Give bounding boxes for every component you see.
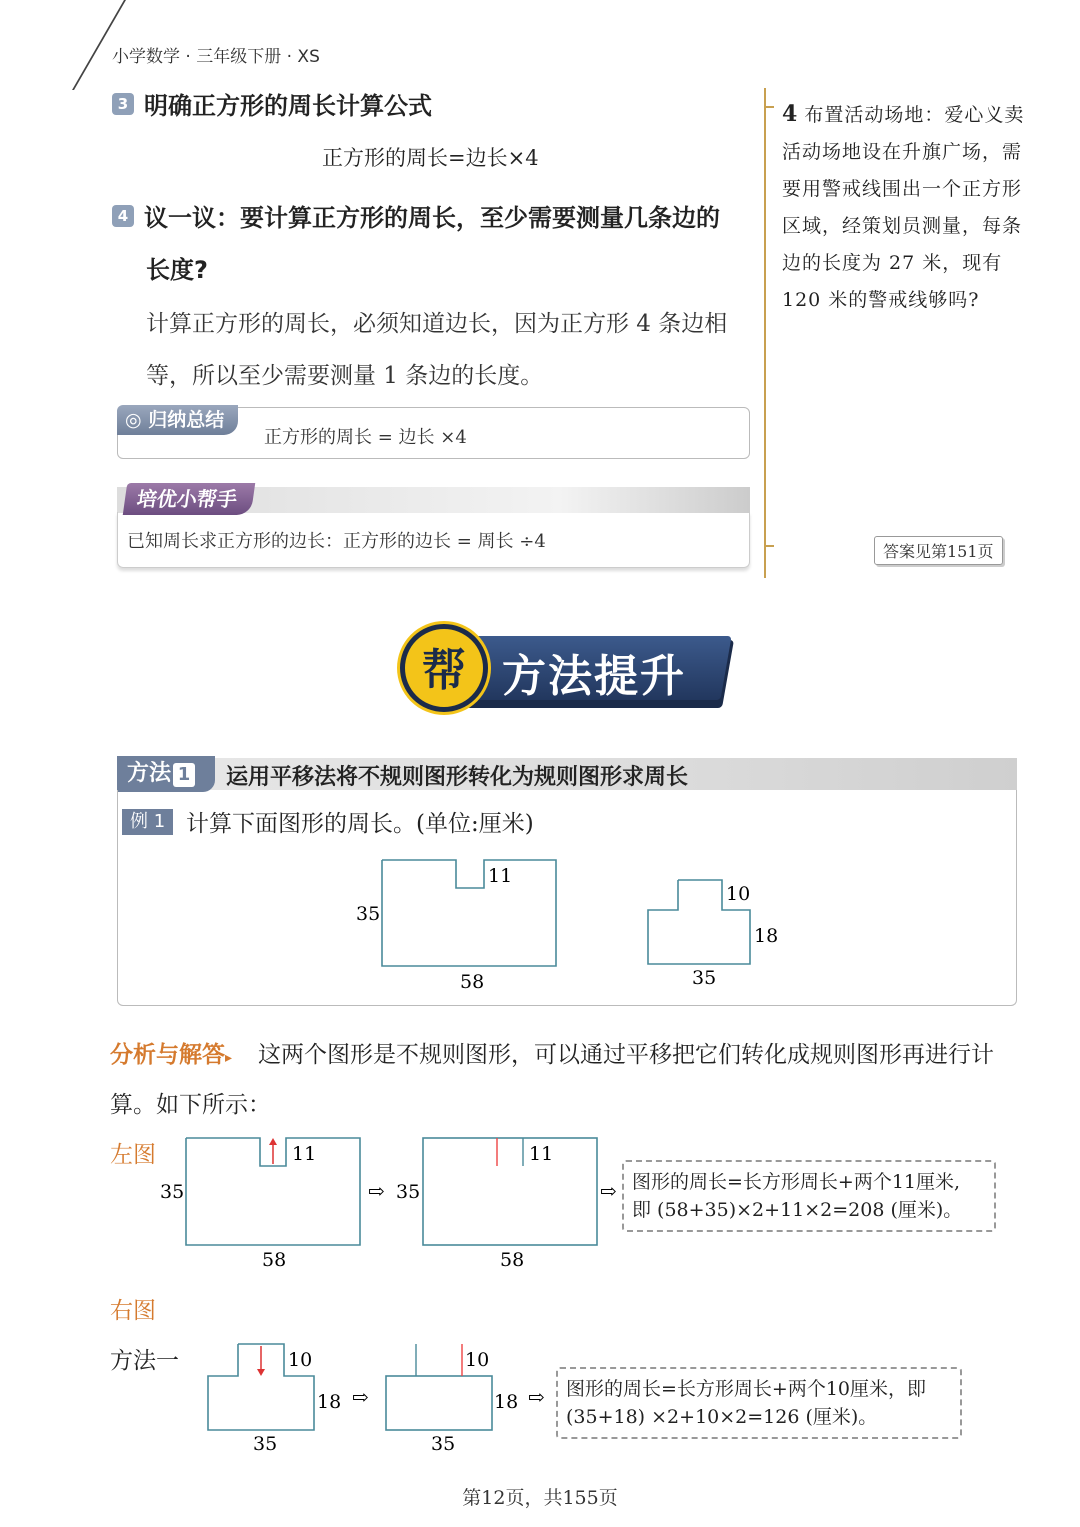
banner-title: 方法提升 — [502, 651, 686, 702]
example-tag: 例 1 — [122, 809, 173, 835]
figure-1-width-label: 58 — [460, 971, 485, 993]
right-result-width: 35 — [431, 1433, 456, 1455]
section-number-badge: 3 — [112, 93, 134, 115]
practice-question-number: 4 — [782, 101, 799, 127]
summary-text: 正方形的周长 = 边长 ×4 — [264, 427, 467, 448]
summary-tag: ◎ 归纳总结 — [117, 405, 238, 435]
arrow-right-icon: ⇨ — [368, 1179, 385, 1203]
arrow-right-icon: ⇨ — [528, 1385, 545, 1409]
right-figure-label: 右图 — [110, 1298, 156, 1324]
left-result-width: 58 — [500, 1249, 525, 1271]
practice-question-text: 布置活动场地：爱心义卖活动场地设在升旗广场，需要用警戒线围出一个正方形区域，经策划员测量，每条边的长度为 27 米，现有 120 米的警戒线够吗? — [782, 104, 1025, 311]
right-original-side: 18 — [317, 1391, 342, 1413]
method-tag-label: 方法 — [127, 761, 172, 786]
translate-arrowhead — [257, 1369, 265, 1376]
example-text: 计算下面图形的周长。(单位:厘米) — [186, 811, 534, 837]
right-result-rect — [386, 1376, 492, 1430]
right-figure-translation — [190, 1340, 560, 1460]
arrow-right-icon: ⇨ — [600, 1179, 617, 1203]
helper-text: 已知周长求正方形的边长：正方形的边长 = 周长 ÷4 — [127, 531, 546, 552]
analysis-label-text: 分析与解答 — [110, 1042, 225, 1068]
figure-1-notch-label: 11 — [488, 865, 513, 887]
answer-reference: 答案见第151页 — [874, 536, 1003, 565]
figure-2-width-label: 35 — [692, 967, 717, 989]
page-corner-decoration — [14, 0, 126, 90]
left-original-height: 35 — [160, 1181, 185, 1203]
left-figure-translation — [150, 1130, 620, 1275]
left-calc-line-1: 图形的周长=长方形周长+两个11厘米, — [632, 1171, 961, 1193]
divider-tick — [764, 106, 774, 108]
figure-2-top-label: 10 — [726, 883, 751, 905]
translate-arrowhead — [269, 1138, 277, 1145]
analysis-label: 分析与解答▸ — [110, 1042, 233, 1068]
figure-2-side-label: 18 — [754, 925, 779, 947]
book-title: 小学数学 · 三年级下册 · XS — [112, 47, 320, 67]
section-3-heading — [112, 86, 432, 121]
right-original-top: 10 — [288, 1349, 313, 1371]
banner-badge-text: 帮 — [422, 645, 466, 696]
practice-question — [782, 96, 1027, 319]
method-one-label: 方法一 — [110, 1348, 179, 1374]
right-calc-line-2: (35+18) ×2+10×2=126 (厘米)。 — [566, 1406, 878, 1428]
right-calc-line-1: 图形的周长=长方形周长+两个10厘米，即 — [566, 1378, 927, 1400]
page-footer: 第12页，共155页 — [462, 1487, 618, 1509]
method-title: 运用平移法将不规则图形转化为规则图形求周长 — [226, 765, 689, 790]
section-4-question-cont: 长度? — [146, 256, 208, 284]
example-figures — [340, 850, 960, 1000]
section-number-badge: 4 — [112, 205, 134, 227]
figure-1-shape — [382, 860, 556, 966]
left-original-width: 58 — [262, 1249, 287, 1271]
arrow-right-icon: ⇨ — [352, 1385, 369, 1409]
right-original-width: 35 — [253, 1433, 278, 1455]
right-calc-box — [556, 1367, 962, 1439]
helper-tag: 培优小帮手 — [123, 483, 255, 515]
figure-1-height-label: 35 — [356, 903, 381, 925]
analysis-text: 这两个图形是不规则图形，可以通过平移把它们转化成规则图形再进行计算。如下所示： — [110, 1042, 994, 1118]
square-perimeter-formula: 正方形的周长=边长×4 — [322, 146, 539, 170]
right-result-top: 10 — [465, 1349, 490, 1371]
right-result-side: 18 — [494, 1391, 519, 1413]
left-calc-line-2: 即 (58+35)×2+11×2=208 (厘米)。 — [632, 1199, 963, 1221]
left-result-notch: 11 — [529, 1143, 554, 1165]
left-calc-box — [622, 1160, 996, 1232]
section-4-heading — [112, 198, 720, 233]
left-original-notch: 11 — [292, 1143, 317, 1165]
section-3-title: 明确正方形的周长计算公式 — [144, 92, 432, 120]
section-4-question: 议一议：要计算正方形的周长，至少需要测量几条边的 — [144, 204, 720, 232]
left-result-height: 35 — [396, 1181, 421, 1203]
section-4-answer: 计算正方形的周长，必须知道边长，因为正方形 4 条边相等，所以至少需要测量 1 条边的长度。 — [146, 311, 728, 389]
left-result-rect — [423, 1138, 597, 1245]
column-divider — [764, 88, 766, 578]
divider-tick — [764, 545, 774, 547]
method-number: 1 — [173, 763, 195, 787]
method-tag — [117, 756, 215, 792]
left-figure-label: 左图 — [110, 1142, 156, 1168]
